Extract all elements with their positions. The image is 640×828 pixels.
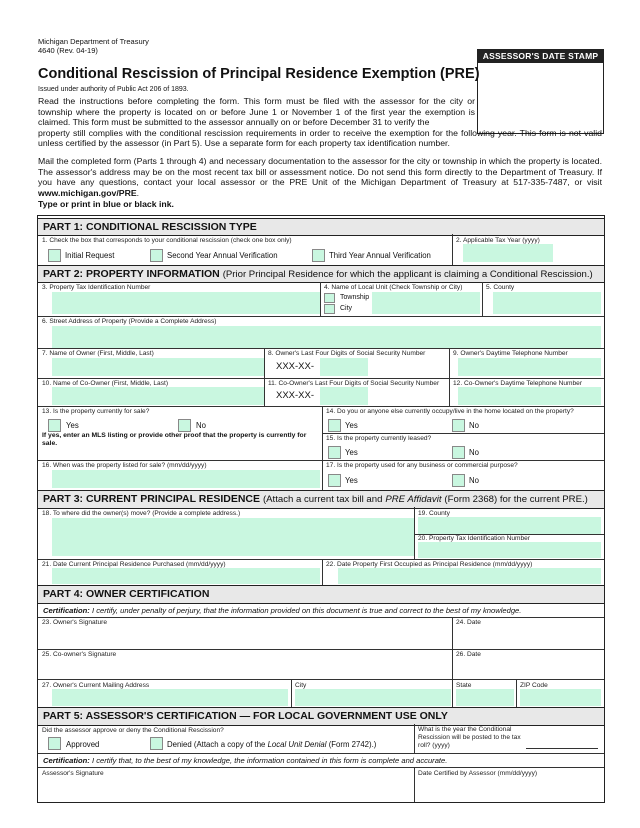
agency-block	[38, 37, 149, 55]
listing-date-field[interactable]	[52, 470, 320, 488]
business-yes-checkbox[interactable]	[328, 474, 341, 487]
coowner-name-field[interactable]	[52, 387, 264, 405]
part5-title: PART 5: ASSESSOR'S CERTIFICATION — FOR LOCAL GOVERNMENT USE ONLY	[43, 710, 448, 722]
q24-label: 24. Date	[456, 619, 481, 626]
q27-label: 27. Owner's Current Mailing Address	[42, 682, 150, 689]
purchase-date-field[interactable]	[52, 568, 320, 584]
divider	[264, 348, 265, 378]
no-label: No	[469, 448, 479, 457]
divider	[264, 378, 265, 406]
divider	[322, 559, 323, 585]
business-no-checkbox[interactable]	[452, 474, 465, 487]
q16-label: 16. When was the property listed for sale? (mm/dd/yyyy)	[42, 462, 207, 469]
q22-label: 22. Date Property First Occupied as Principal Residence (mm/dd/yyyy)	[326, 561, 533, 568]
approved-label: Approved	[66, 740, 100, 749]
leased-no-checkbox[interactable]	[452, 446, 465, 459]
state-label: State	[456, 682, 472, 689]
mail-instructions: Mail the completed form (Parts 1 through 4) and necessary documentation to the assessor for the city or township in which the property is located. The assessor's address may be on the most recent tax bill or assessment notice. Do not send this form directly to the Department of Treasury. If you have any questions, contact your local assessor or the PRE Unit of the Michigan Department of Treasury at 517-335-7487, or visit www.michigan.gov/PRE.	[38, 156, 602, 198]
tax-roll-year-line[interactable]	[526, 748, 598, 749]
agency-name: Michigan Department of Treasury	[38, 37, 149, 46]
q26-label: 26. Date	[456, 651, 481, 658]
third-year-checkbox[interactable]	[312, 249, 325, 262]
initial-request-label: Initial Request	[65, 251, 115, 260]
part1-title: PART 1: CONDITIONAL RESCISSION TYPE	[43, 221, 257, 233]
row-divider	[38, 753, 604, 754]
part3-heading	[38, 490, 604, 509]
owner-certification	[43, 606, 521, 615]
q9-label: 9. Owner's Daytime Telephone Number	[453, 350, 568, 357]
yes-label: Yes	[66, 421, 79, 430]
q19-label: 19. County	[418, 510, 450, 517]
city-label: City	[340, 305, 353, 312]
yes-label: Yes	[345, 421, 358, 430]
mailing-city-field[interactable]	[295, 689, 451, 706]
q17-label: 17. Is the property used for any business or commercial purpose?	[326, 462, 518, 469]
part4-title: PART 4: OWNER CERTIFICATION	[43, 588, 210, 600]
approved-checkbox[interactable]	[48, 737, 61, 750]
instructions-para-1a: Read the instructions before completing the form. This form must be filed with the assessor for the city or township where the property is located on or before June 1 or November 1 of the first year the exemption is claimed. This form must be submitted to the assessor annually on or before December 31 to verify the	[38, 96, 475, 128]
yes-label: Yes	[345, 476, 358, 485]
part4-heading	[38, 585, 604, 604]
ssn-prefix: XXX-XX-	[276, 361, 315, 372]
ssn-prefix-2: XXX-XX-	[276, 390, 315, 401]
part3-title: PART 3: CURRENT PRINCIPAL RESIDENCE	[43, 493, 261, 505]
instructions-para-1b: property still complies with the conditional rescission requirements in order to receive the exemption for the following year. This form is not valid unless certified by the assessor (in Part 5). Use a separate form for each property tax identification number.	[38, 127, 602, 149]
cert-text-2: I certify that, to the best of my knowledge, the information contained in this form is complete and accurate.	[91, 756, 448, 765]
denied-text-c: (Form 2742).)	[328, 740, 377, 749]
mailing-address-field[interactable]	[52, 689, 288, 706]
assessor-signature-label: Assessor's Signature	[42, 770, 104, 777]
part1-heading	[38, 218, 604, 236]
part2-subtitle: (Prior Principal Residence for which the applicant is claiming a Conditional Rescission.)	[222, 269, 593, 280]
divider	[452, 617, 453, 679]
divider	[414, 724, 415, 753]
q20-label: 20. Property Tax Identification Number	[418, 535, 531, 542]
owner-ssn-field[interactable]	[320, 358, 368, 376]
row-divider	[38, 348, 604, 349]
assessor-certification	[43, 756, 447, 765]
mls-note: If yes, enter an MLS listing or provide other proof that the property is currently for sale.	[42, 432, 307, 447]
q10-label: 10. Name of Co-Owner (First, Middle, Last)	[42, 380, 169, 387]
occupy-yes-checkbox[interactable]	[328, 419, 341, 432]
q8-label: 8. Owner's Last Four Digits of Social Security Number	[268, 350, 426, 357]
row-divider	[38, 767, 604, 768]
for-sale-no-checkbox[interactable]	[178, 419, 191, 432]
part2-heading	[38, 265, 604, 283]
no-label: No	[196, 421, 206, 430]
yes-label: Yes	[345, 448, 358, 457]
no-label: No	[469, 476, 479, 485]
for-sale-yes-checkbox[interactable]	[48, 419, 61, 432]
initial-request-checkbox[interactable]	[48, 249, 61, 262]
q1-label: 1. Check the box that corresponds to your conditional rescission (check one box only)	[42, 237, 292, 244]
new-county-field[interactable]	[418, 517, 601, 534]
q18-label: 18. To where did the owner(s) move? (Provide a complete address.)	[42, 510, 241, 517]
owner-name-field[interactable]	[52, 358, 264, 376]
local-unit-name-field[interactable]	[372, 292, 480, 314]
row-divider	[38, 649, 604, 650]
tax-year-field[interactable]	[463, 244, 553, 262]
denied-checkbox[interactable]	[150, 737, 163, 750]
row-divider	[38, 460, 604, 461]
coowner-ssn-field[interactable]	[320, 387, 368, 405]
q6-label: 6. Street Address of Property (Provide a Complete Address)	[42, 318, 217, 325]
zip-field[interactable]	[520, 689, 601, 706]
q4-label: 4. Name of Local Unit (Check Township or City)	[324, 284, 463, 291]
part3-sub-b: PRE Affidavit	[385, 494, 442, 505]
ink-instruction: Type or print in blue or black ink.	[38, 199, 174, 209]
city-label: City	[295, 682, 307, 689]
date-certified-label: Date Certified by Assessor (mm/dd/yyyy)	[418, 770, 538, 777]
township-label: Township	[340, 294, 370, 301]
second-year-label: Second Year Annual Verification	[167, 251, 278, 260]
row-divider	[38, 316, 604, 317]
cert-text: I certify, under penalty of perjury, that the information provided on this document is true and correct to the best of my knowledge.	[91, 606, 522, 615]
form-number: 4640 (Rev. 04-19)	[38, 46, 98, 55]
owner-phone-field[interactable]	[458, 358, 601, 376]
instructions	[38, 96, 602, 149]
property-tax-id-field[interactable]	[52, 292, 320, 314]
leased-yes-checkbox[interactable]	[328, 446, 341, 459]
denied-text-a: Denied (Attach a copy of the	[167, 740, 266, 749]
divider	[449, 348, 450, 378]
occupy-no-checkbox[interactable]	[452, 419, 465, 432]
q7-label: 7. Name of Owner (First, Middle, Last)	[42, 350, 154, 357]
part5-heading	[38, 707, 604, 726]
approve-question: Did the assessor approve or deny the Conditional Rescission?	[42, 727, 224, 734]
row-divider	[38, 679, 604, 680]
divider	[414, 507, 415, 559]
second-year-checkbox[interactable]	[150, 249, 163, 262]
form-title: Conditional Rescission of Principal Residence Exemption (PRE)	[38, 66, 480, 82]
third-year-label: Third Year Annual Verification	[329, 251, 431, 260]
form-body	[37, 215, 605, 803]
q13-label: 13. Is the property currently for sale?	[42, 408, 150, 415]
divider	[320, 282, 321, 316]
part2-title: PART 2: PROPERTY INFORMATION	[43, 268, 220, 280]
stamp-label: ASSESSOR'S DATE STAMP	[478, 50, 603, 63]
q14-label: 14. Do you or anyone else currently occupy/live in the home located on the property?	[326, 408, 574, 415]
occupied-date-field[interactable]	[338, 568, 601, 584]
coowner-phone-field[interactable]	[458, 387, 601, 405]
row-divider	[38, 617, 604, 618]
divider	[322, 406, 323, 490]
divider	[516, 679, 517, 707]
q2-label: 2. Applicable Tax Year (yyyy)	[456, 237, 540, 244]
authority-line: Issued under authority of Public Act 206 of 1893.	[38, 86, 189, 93]
new-address-field[interactable]	[52, 518, 414, 556]
cert-label: Certification:	[43, 606, 90, 615]
street-address-field[interactable]	[52, 326, 601, 348]
township-checkbox[interactable]	[324, 293, 335, 303]
row-divider	[38, 406, 604, 407]
divider	[452, 234, 453, 265]
divider	[449, 378, 450, 406]
pre-link[interactable]: www.michigan.gov/PRE	[38, 187, 137, 198]
divider	[452, 679, 453, 707]
county-field[interactable]	[493, 292, 601, 314]
cert-label-2: Certification:	[43, 756, 90, 765]
divider	[291, 679, 292, 707]
no-label: No	[469, 421, 479, 430]
city-checkbox[interactable]	[324, 304, 335, 314]
q5-label: 5. County	[486, 284, 515, 291]
mail-text: Mail the completed form (Parts 1 through 4) and necessary documentation to the assessor for the city or township in which the property is located. The assessor's address may be on the most recent tax bill or assessment notice. Do not send this form directly to the Department of Treasury. If you have any questions, contact your local assessor or the PRE Unit of the Michigan Department of Treasury at 517-335-7487, or visit	[38, 156, 602, 188]
row-divider	[38, 559, 604, 560]
part3-sub-a: (Attach a current tax bill and	[262, 494, 383, 505]
q15-label: 15. Is the property currently leased?	[326, 435, 432, 442]
row-divider	[38, 378, 604, 379]
zip-label: ZIP Code	[520, 682, 548, 689]
q21-label: 21. Date Current Principal Residence Purchased (mm/dd/yyyy)	[42, 561, 226, 568]
q12-label: 12. Co-Owner's Daytime Telephone Number	[453, 380, 583, 387]
row-divider	[322, 433, 604, 434]
tax-roll-year-question: What is the year the Conditional Rescission will be posted to the tax roll? (yyyy)	[418, 726, 521, 749]
state-field[interactable]	[456, 689, 514, 706]
q23-label: 23. Owner's Signature	[42, 619, 108, 626]
part3-sub-c: (Form 2368) for the current PRE.)	[444, 494, 588, 505]
denied-label	[167, 740, 376, 749]
divider	[482, 282, 483, 316]
q25-label: 25. Co-owner's Signature	[42, 651, 117, 658]
new-tax-id-field[interactable]	[418, 542, 601, 558]
q11-label: 11. Co-Owner's Last Four Digits of Social Security Number	[268, 380, 440, 387]
divider	[414, 767, 415, 802]
denied-text-b: Local Unit Denial	[267, 740, 327, 749]
q3-label: 3. Property Tax Identification Number	[42, 284, 151, 291]
